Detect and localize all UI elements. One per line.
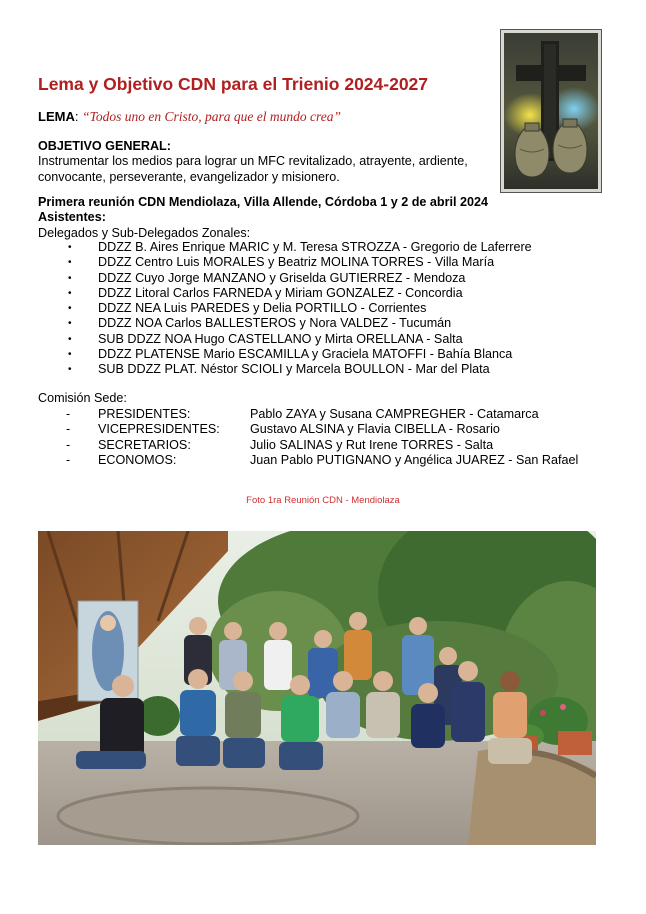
row-names: Juan Pablo PUTIGNANO y Angélica JUAREZ - San Rafael <box>250 452 579 467</box>
delegados-label: Delegados y Sub-Delegados Zonales: <box>38 225 251 240</box>
photo-caption: Foto 1ra Reunión CDN - Mendiolaza <box>246 495 400 506</box>
table-row <box>66 453 578 468</box>
objetivo-heading: OBJETIVO GENERAL: <box>38 139 171 153</box>
row-dash: - <box>66 452 71 467</box>
objetivo-line-1: Instrumentar los medios para lograr un MFC revitalizado, atrayente, ardiente, <box>38 154 468 169</box>
reunion-heading: Primera reunión CDN Mendiolaza, Villa Allende, Córdoba 1 y 2 de abril 2024 <box>38 195 489 209</box>
table-row <box>66 422 578 437</box>
list-item: • DDZZ PLATENSE Mario ESCAMILLA y Graciela MATOFFI - Bahía Blanca <box>0 347 532 362</box>
row-names: Pablo ZAYA y Susana CAMPREGHER - Catamarca <box>250 407 539 421</box>
row-dash: - <box>66 437 71 452</box>
lema-line: LEMA: “Todos uno en Cristo, para que el mundo crea” <box>38 109 341 124</box>
asistentes-heading: Asistentes: <box>38 210 106 225</box>
list-item: • DDZZ Litoral Carlos FARNEDA y Miriam GONZALEZ - Concordia <box>0 286 532 301</box>
row-role: PRESIDENTES: <box>98 407 191 421</box>
cross-jars-logo <box>500 29 602 193</box>
list-item: • DDZZ Cuyo Jorge MANZANO y Griselda GUTIERREZ - Mendoza <box>0 271 532 286</box>
list-item: • DDZZ B. Aires Enrique MARIC y M. Teresa STROZZA - Gregorio de Laferrere <box>0 240 532 255</box>
document-title: Lema y Objetivo CDN para el Trienio 2024-2027 <box>38 74 429 94</box>
group-photo <box>38 531 596 845</box>
row-role: VICEPRESIDENTES: <box>98 422 220 437</box>
row-dash: - <box>66 407 71 421</box>
list-item: • DDZZ Centro Luis MORALES y Beatriz MOLINA TORRES - Villa María <box>0 255 532 270</box>
list-item: • DDZZ NOA Carlos BALLESTEROS y Nora VALDEZ - Tucumán <box>0 316 532 331</box>
delegados-list <box>0 240 532 378</box>
row-dash: - <box>66 422 71 437</box>
comision-label: Comisión Sede: <box>38 391 127 405</box>
table-row <box>66 438 578 453</box>
list-item: • DDZZ NEA Luis PAREDES y Delia PORTILLO - Corrientes <box>0 301 532 316</box>
objetivo-line-2: convocante, perseverante, evangelizador y misionero. <box>38 169 340 184</box>
objetivo-section <box>38 139 468 185</box>
list-item: • SUB DDZZ NOA Hugo CASTELLANO y Mirta ORELLANA - Salta <box>0 332 532 347</box>
lema-label: LEMA <box>38 109 75 124</box>
row-role: ECONOMOS: <box>98 452 177 467</box>
list-item: • SUB DDZZ PLAT. Néstor SCIOLI y Marcela BOULLON - Mar del Plata <box>0 362 532 377</box>
row-names: Julio SALINAS y Rut Irene TORRES - Salta <box>250 437 494 452</box>
lema-text: “Todos uno en Cristo, para que el mundo crea” <box>82 109 341 124</box>
table-row <box>66 407 578 422</box>
reunion-section <box>38 195 488 241</box>
row-names: Gustavo ALSINA y Flavia CIBELLA - Rosario <box>250 422 500 437</box>
comision-table <box>66 407 578 468</box>
row-role: SECRETARIOS: <box>98 437 191 452</box>
